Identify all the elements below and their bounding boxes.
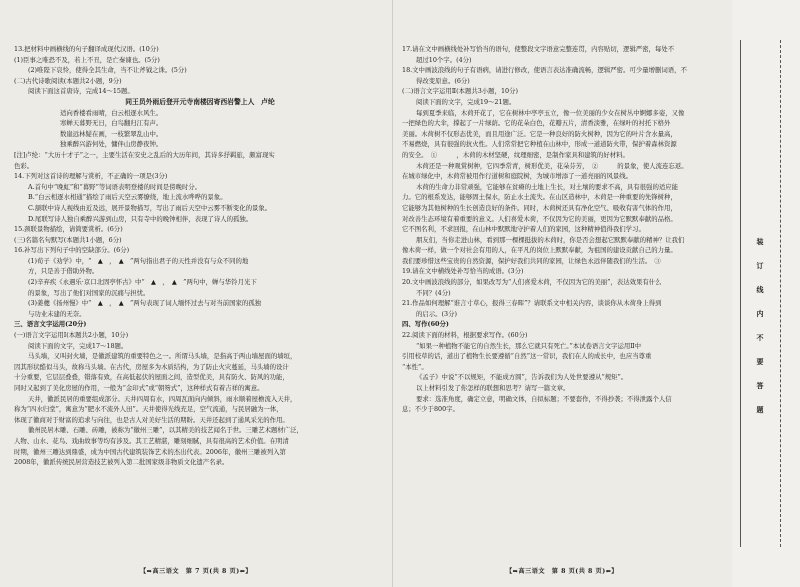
binding-notice (754, 230, 766, 422)
page-7-text-line: (一)语言文字运用Ⅰ(本题共2小题，10分) (14, 331, 129, 340)
page-7-text-line: 体现了徽商对于财富的追求与向往，也是古人对美好生活的期盼。天井还起到了通风采光的作用。 (14, 415, 289, 424)
page-8-text-line: 像木荷一样，做一个对社会有用的人，在平凡的岗位上默默奉献，为祖国的建设贡献自己的力量。 (402, 246, 677, 255)
page-7-text-line: [注]卢纶：“大历十才子”之一，主要生活在安史之乱后的大历年间，其诗多抒羁旅，颇富现实 (14, 150, 275, 159)
page-7-text-line: 2008年，徽派传统民居营造技艺被列入第二批国家级非物质文化遗产名录。 (14, 458, 229, 467)
page-8-text-line: 19.请在文中横线处补写恰当的成语。(3分) (402, 267, 524, 276)
page-8-text-line: 22.阅读下面的材料，根据要求写作。(60分) (402, 331, 528, 340)
page-7-text-line: 徽州民居木雕、石雕、砖雕，被称为“徽州三雕”，以其精美的技艺闻名于世。三雕艺术题材广泛， (28, 426, 303, 435)
binding-strip (732, 0, 800, 587)
page-8-text-line: 它能够为其他树种的生长创造良好的条件。同时，木荷树还具有净化空气、吸收有害气体的作用， (402, 203, 677, 212)
page-7-text-line: 阅读下面的文字，完成17～18题。 (28, 341, 128, 350)
binding-char: 答 (756, 381, 764, 390)
page-7-text-line: C.颔联中诗人视线由近及远，展开景物描写，写出了雨后天空中云雾不断变化的景象。 (28, 203, 272, 212)
page-7-text-line: 14.下列对这首诗的理解与赏析，不正确的一项是(3分) (14, 172, 168, 181)
page-7-content (14, 44, 386, 557)
page-7-text-line: 时期，徽州三雕达到鼎盛，成为中国古代建筑装饰艺术的杰出代表。2006年，徽州三雕被列入第 (14, 447, 286, 456)
page-8-text-line: 得改变原意。(6分) (416, 76, 470, 85)
page-8-text-line: 每到夏季来临，木荷开花了，它在树林中亭亭玉立，像一位美丽的少女在树丛中婀娜多姿，又像 (416, 108, 685, 117)
page-8-text-line: 息；不少于800字。 (402, 405, 459, 414)
page-7-text-line: (1)荀子《劝学》中，“ ▲ ， ▲ ”两句指出君子的天性并没有与众不同的地 (28, 256, 249, 265)
page-7-text-line: (三)名篇名句默写(本题共1小题，6分) (14, 235, 122, 244)
page-8-text-line: 以上材料引发了你怎样的联想和思考？请写一篇文章。 (416, 384, 570, 392)
page-7 (0, 0, 392, 587)
page-7-text-line: 适向香楼看雨晴，白云相逐水风生。 (60, 108, 163, 117)
page-8-text-line: 21.作品如何理解“谁言寸草心，报得三春晖”？请联系文中相关内容，谈谈你从木荷身上得到 (402, 299, 662, 308)
binding-line-inner (780, 40, 781, 547)
page-8-text-line: 对改善生态环境有着重要的意义。人们喜爱木荷，不仅因为它的美丽，更因为它默默奉献的品格。 (402, 214, 677, 223)
binding-char: 题 (756, 405, 764, 414)
binding-char: 订 (756, 261, 764, 270)
page-7-text-line: 三、语言文字运用(20分) (14, 320, 87, 329)
page-7-text-line: 的景象，写出了他们对国家的沉痛与担忧。 (28, 288, 150, 297)
page-8-text-line: 阅读下面的文字，完成19～21题。 (416, 97, 516, 106)
page-7-text-line: D.尾联写诗人独自乘醉兴游到山房，只有寺中的晚钟相伴，表现了诗人的孤独。 (28, 214, 253, 223)
page-8-text-line: (二)语言文字运用Ⅱ(本题共3小题，10分) (402, 87, 518, 96)
page-7-text-line: 16.补写出下列句子中的空缺部分。(6分) (14, 246, 130, 255)
page-8-text-line: 的安全。 ① ，木荷的木材坚硬，纹理细密，是制作家具和建筑的好材料。 (402, 150, 629, 159)
page-7-text-line: (2)辛弃疾《永遇乐·京口北固亭怀古》中“ ▲ ， ▲ ”两句中，蝉与华铃月光下 (28, 278, 257, 287)
page-8-footer: 【➡高三语文 第 8 页(共 8 页)⬅】 (505, 568, 618, 575)
binding-char: 要 (756, 357, 764, 366)
page-8-text-line: “本性”。 (402, 362, 428, 371)
page-7-text-line: 色彩。 (14, 161, 34, 170)
page-8-text-line: 引用校草的话，道出了植物生长要遵循“自然”这一常识，我们在人的成长中，也应当尊重 (402, 352, 652, 361)
page-8-text-line: 在城市绿化中，木荷常被用作行道树和庭院树，为城市增添了一道亮丽的风景线。 (402, 172, 633, 181)
binding-char: 线 (756, 285, 764, 294)
page-8 (392, 0, 732, 587)
binding-char: 不 (756, 333, 764, 342)
binding-line-outer (740, 40, 741, 547)
page-8-text-line: 朋友们，当你走进山林，看到那一棵棵挺拔的木荷时，你是否会想起它默默奉献的精神？让我们 (416, 235, 685, 244)
page-7-text-line: 13.把材料中画横线的句子翻译成现代汉语。(10分) (14, 45, 159, 53)
page-8-text-line: 20.文中画波浪线的部分，如果改写为“人们喜爱木荷，不仅因为它的美丽”，表达效果有什么 (402, 278, 662, 287)
page-8-content (402, 44, 726, 557)
page-8-text-line: 一把绿色的大伞，撑起了一片绿荫。它的花朵白色，花瓣五片，清香淡雅，在绿叶的衬托下格外 (402, 119, 671, 128)
page-8-text-line: “如果一种植物不能它的自然生长，那么它就只有死亡。”本试卷语言文字运用Ⅱ中 (416, 341, 641, 350)
page-8-text-line: 18.文中画波浪线的句子有语病，请进行修改，使语言表达准确流畅，逻辑严密。可少量增删词语，不 (402, 66, 687, 75)
page-8-text-line: 不同？(4分) (416, 288, 451, 297)
page-7-text-line: (二)古代诗歌阅读(本题共2小题，9分) (14, 76, 122, 85)
page-8-text-line: 《孟子》中说“不以规矩，不能成方圆”，告诉我们为人处世要遵从“规矩”。 (416, 373, 628, 382)
page-8-text-line: 不易燃烧，具有很强的抗火性。人们常常把它种植在山林中，形成一道道防火带，保护着森林资源 (402, 140, 677, 149)
page-7-text-line: (3)姜夔《扬州慢》中“ ▲ ， ▲ ”两句表现了词人缅怀过去与对当前国家的孤独 (28, 299, 262, 308)
page-7-text-line: 称为“四水归堂”，寓意为“肥水不流外人田”。天井使得光线充足，空气流通，与民居融为一体， (14, 405, 283, 414)
page-7-text-line: (1)臣事之唯恐不及，若上不丑，是亡秦谏也。(5分) (14, 55, 160, 64)
page-7-text-line: B.“白云相逐水相通”描绘了雨后天空云雾缭绕，地上流水哗哗的景象。 (28, 193, 227, 202)
page-8-text-line: 力。它的根系发达，能够固土保水，防止水土流失。在山区造林中，木荷是一种重要的先锋树种， (402, 193, 677, 202)
page-8-text-line: 我们要珍惜这些宝贵的自然资源，保护好我们共同的家园，让绿色永远伴随我们的生活。 ③ (402, 256, 668, 265)
page-7-text-line: 马头墙，又叫封火墙，是徽派建筑的重要特色之一。所谓马头墙，是指高于两山墙屋面的墙垣， (28, 352, 297, 361)
page-7-text-line: 同时又起到了美化房屋的作用，一般为“金印式”或“朝笏式”，这种样式有着吉祥的寓意。 (14, 384, 264, 392)
page-7-text-line: 与功业未建的无奈。 (28, 309, 86, 318)
page-8-text-line: 木荷还是一种观赏树种，它四季常青，树形优美，花朵芬芳， ② 的景象，使人流连忘返。 (416, 161, 688, 170)
binding-char: 装 (756, 237, 764, 246)
page-8-text-line: 的启示。(3分) (416, 309, 458, 318)
page-7-footer: 【➡高三语文 第 7 页(共 8 页)⬅】 (139, 568, 252, 575)
page-8-text-line: 美丽。木荷树不仅形态优美，而且用途广泛。它是一种良好的防火树种，因为它的叶片含水量高， (402, 129, 677, 138)
page-7-text-line: 天井，徽派民居的重要组成部分。天井四周有水，四周瓦面向内倾斜，雨水顺着屋檐流入天井， (28, 394, 297, 403)
page-7-text-line: 数崖远林疑在画，一枝繁翠乱山中。 (60, 129, 163, 138)
page-7-text-line: 15.颈联景物描绘，请简要赏析。(6分) (14, 225, 123, 234)
page-8-text-line: 它不图名利，不求回报，在山林中默默地守护着人们的家园，这种精神值得我们学习。 (402, 225, 645, 234)
page-7-text-line: 方，只是善于借助外物。 (28, 267, 99, 276)
page-8-text-line: 木荷的生命力非常顽强，它能够在贫瘠的土地上生长，对土壤的要求不高，具有很强的适应能 (416, 182, 679, 191)
page-7-text-line: 独乘醉兴游何处，慵伴山房静夜钟。 (60, 140, 163, 149)
binding-char: 内 (756, 309, 764, 318)
page-7-text-line: 十分重要，它层层叠叠，错落有致，在高低起伏的屋面之间，造型优美，具有防火、防风的功能， (14, 373, 289, 382)
page-7-text-line: A.首句中“晚虹”和“暮野”等词语表明登楼的时间是傍晚时分。 (28, 182, 202, 191)
page-7-text-line: 阅读下面这首唐诗，完成14～15题。 (28, 87, 134, 96)
page-7-text-line: 寒蝉天暮野无日，白鸟翻归江有声。 (60, 119, 163, 128)
page-8-text-line: 超过10个字。(4分) (416, 55, 472, 64)
page-7-text-line: (2)唯陛下哀怜，使得全其生命，当不让斧钺之诛。(5分) (28, 66, 187, 75)
page-7-text-line: 因其形状酷似马头，故称马头墙。在古代，房屋多为木质结构，为了防止火灾蔓延，马头墙的设计 (14, 362, 289, 371)
page-8-text-line: 要求：选准角度，确定立意，明确文体，自拟标题；不要套作，不得抄袭；不得泄露个人信 (416, 394, 672, 403)
page-7-text-line: 同王员外雨后登开元寺南楼因寄西岩警上人 卢纶 (125, 97, 275, 106)
page-8-text-line: 17.请在文中画横线处补写恰当的语句，使整段文字语意完整连贯，内容贴切，逻辑严密，每处不 (402, 45, 675, 53)
page-7-text-line: 人物、山水、花鸟、戏曲故事等均有涉及。其工艺精湛，雕刻细腻，具有很高的艺术价值。在明清 (14, 436, 289, 445)
page-8-text-line: 四、写作(60分) (402, 320, 449, 329)
